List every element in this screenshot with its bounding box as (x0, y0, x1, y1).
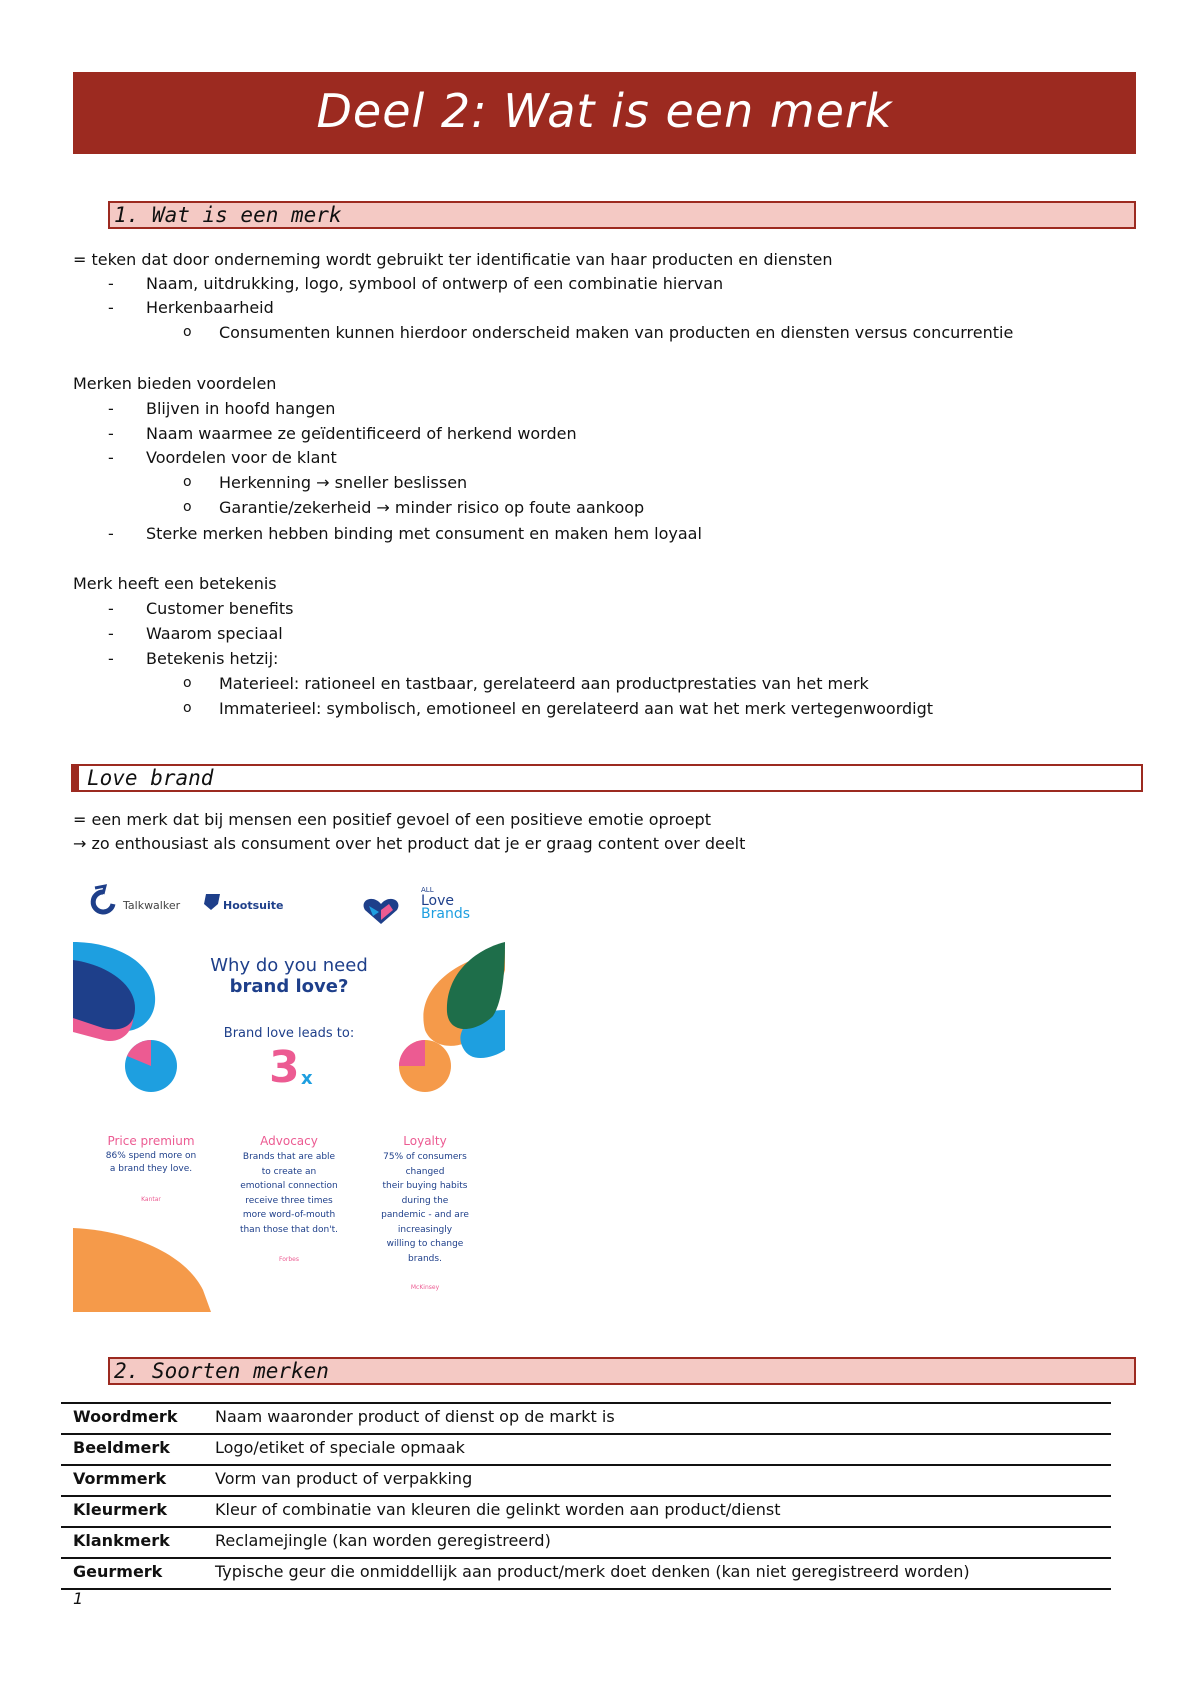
price-premium-text: 86% spend more on a brand they love. (105, 1151, 197, 1174)
section-heading-1: 1. Wat is een merk (108, 201, 1136, 229)
hootsuite-logo-text: Hootsuite (223, 899, 284, 912)
row-key: Kleurmerk (73, 1500, 168, 1519)
price-premium-pie-icon (125, 1040, 177, 1092)
row-key: Geurmerk (73, 1562, 163, 1581)
meaning-title: Merk heeft een betekenis (73, 574, 277, 593)
advocacy-source: Forbes (278, 1256, 299, 1263)
row-value: Typische geur die onmiddellijk aan product/merk doet denken (kan niet geregistreerd worden) (215, 1562, 970, 1581)
heart-logo-icon (364, 899, 399, 924)
list-item: - Voordelen voor de klant (108, 448, 337, 467)
loyalty-pie-icon (399, 1040, 451, 1092)
row-value: Vorm van product of verpakking (215, 1469, 473, 1488)
list-item: - Sterke merken hebben binding met consument en maken hem loyaal (108, 524, 702, 543)
row-key: Beeldmerk (73, 1438, 170, 1457)
infographic-leads: Brand love leads to: (223, 1026, 355, 1041)
infographic-heading-2: brand love? (229, 976, 349, 997)
row-key: Woordmerk (73, 1407, 178, 1426)
advocacy-big-number: 3 (269, 1042, 300, 1093)
sub-list-item: o Garantie/zekerheid → minder risico op foute aankoop (183, 498, 645, 517)
loyalty-text: 75% of consumers changed their buying habits during the pandemic - and are increasingly willing to change brands. (381, 1152, 469, 1264)
list-item: - Herkenbaarheid (108, 298, 274, 317)
brand-types-table (61, 1402, 1111, 1590)
advantages-title: Merken bieden voordelen (73, 374, 277, 393)
table-row (61, 1495, 1111, 1526)
love-definition: = een merk dat bij mensen een positief gevoel of een positieve emotie oproept (73, 810, 711, 829)
row-value: Reclamejingle (kan worden geregistreerd) (215, 1531, 551, 1550)
table-row (61, 1433, 1111, 1464)
list-item: - Customer benefits (108, 599, 294, 618)
love-brands-word1: Love (421, 893, 455, 909)
page-number: 1 (73, 1589, 84, 1608)
list-item: - Naam, uitdrukking, logo, symbool of ontwerp of een combinatie hiervan (108, 274, 724, 293)
love-explanation: → zo enthousiast als consument over het product dat je er graag content over deelt (73, 834, 746, 853)
table-row (61, 1526, 1111, 1557)
advocacy-title: Advocacy (260, 1134, 318, 1148)
list-item: - Waarom speciaal (108, 624, 283, 643)
title-band (73, 72, 1136, 154)
infographic-heading-1: Why do you need (210, 955, 368, 976)
list-item: - Naam waarmee ze geïdentificeerd of herkend worden (108, 424, 577, 443)
price-premium-title: Price premium (107, 1134, 195, 1148)
talkwalker-logo-icon (93, 886, 113, 912)
sub-list-item: o Herkenning → sneller beslissen (183, 473, 468, 492)
list-item: - Betekenis hetzij: (108, 649, 279, 668)
sub-list-item: o Immaterieel: symbolisch, emotioneel en gerelateerd aan wat het merk vertegenwoordigt (183, 699, 934, 718)
love-brands-word2: Brands (421, 906, 470, 922)
advocacy-text: Brands that are able to create an emotional connection receive three times more word-of-mouth than those that don't. (239, 1152, 339, 1235)
bottom-blob-orange (73, 1228, 211, 1312)
love-brands-small: ALL (421, 886, 434, 894)
page-title: Deel 2: Wat is een merk (316, 84, 893, 138)
table-row (61, 1557, 1111, 1590)
loyalty-source: McKinsey (410, 1284, 440, 1291)
sub-list-item: o Consumenten kunnen hierdoor onderscheid maken van producten en diensten versus concurrentie (183, 323, 1014, 342)
row-value: Naam waaronder product of dienst op de markt is (215, 1407, 615, 1426)
row-value: Logo/etiket of speciale opmaak (215, 1438, 465, 1457)
talkwalker-logo-text: Talkwalker (123, 899, 181, 912)
list-item: - Blijven in hoofd hangen (108, 399, 336, 418)
price-premium-source: Kantar (141, 1196, 161, 1203)
row-value: Kleur of combinatie van kleuren die gelinkt worden aan product/dienst (215, 1500, 781, 1519)
hootsuite-logo-icon (204, 894, 220, 910)
table-row (61, 1464, 1111, 1495)
brand-love-infographic (73, 880, 505, 1312)
table-row (61, 1402, 1111, 1433)
advocacy-big-x: x (301, 1068, 313, 1089)
loyalty-title: Loyalty (403, 1134, 447, 1148)
definition-text: = teken dat door onderneming wordt gebruikt ter identificatie van haar producten en diensten (73, 250, 833, 269)
row-key: Vormmerk (73, 1469, 167, 1488)
sub-list-item: o Materieel: rationeel en tastbaar, gerelateerd aan productprestaties van het merk (183, 674, 869, 693)
section-heading-love-brand: Love brand (71, 764, 1143, 792)
section-heading-2: 2. Soorten merken (108, 1357, 1136, 1385)
row-key: Klankmerk (73, 1531, 170, 1550)
